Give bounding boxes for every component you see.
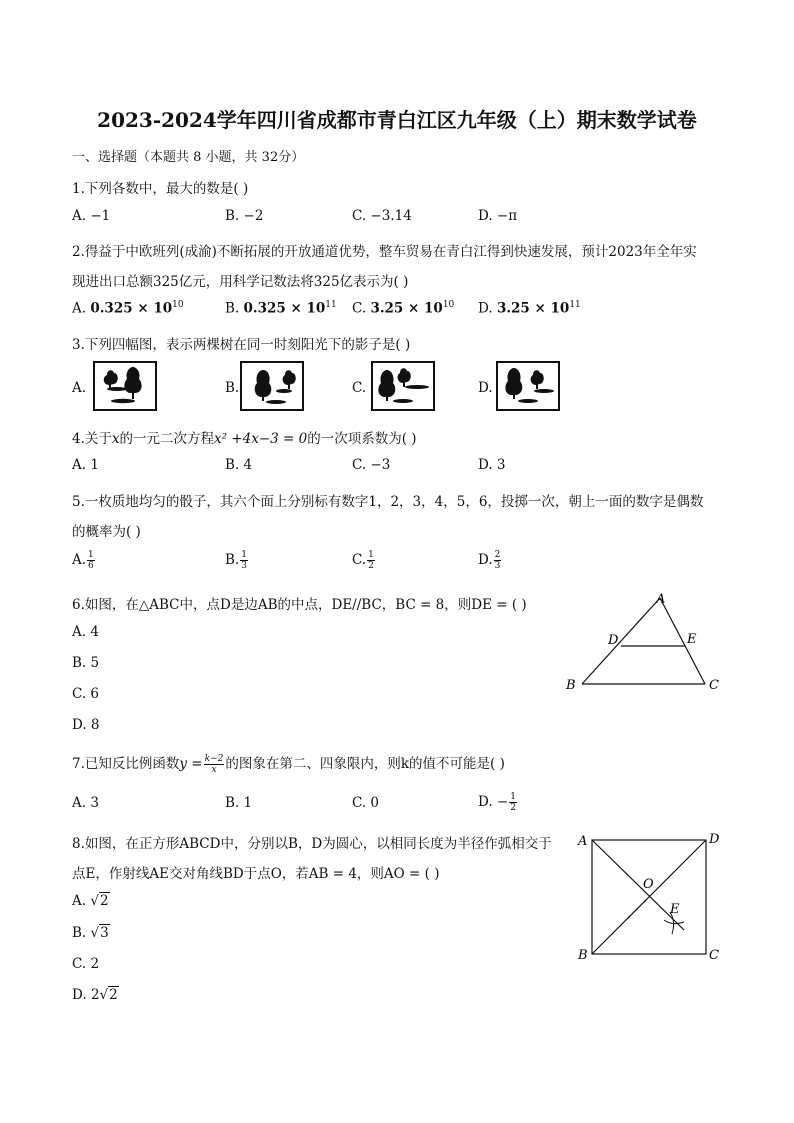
q8-option-d[interactable] [72, 987, 119, 1003]
denominator: 3 [494, 561, 501, 571]
label-e: E [687, 632, 697, 647]
option-mantissa: 0.325 × 10 [243, 300, 326, 317]
q5-option-d[interactable] [478, 550, 502, 571]
fraction [367, 550, 375, 571]
option-label: C. [352, 300, 367, 317]
stem-text: 的图象在第二、四象限内，则k的值不可能是( ) [225, 756, 505, 772]
q4-option-d[interactable]: D. 3 [478, 457, 506, 473]
option-label: A. [72, 300, 87, 317]
label-a: A [656, 592, 666, 607]
q4-option-c[interactable]: C. −3 [352, 457, 391, 473]
page-title: 2023-2024学年四川省成都市青白江区九年级（上）期末数学试卷 [97, 108, 697, 132]
option-label: A. [72, 893, 87, 909]
option-exponent: 11 [325, 300, 337, 310]
radicand: 3 [100, 925, 109, 941]
label-c: C [709, 948, 719, 963]
option-mantissa: 3.25 × 10 [370, 300, 443, 317]
question-6-stem: 6.如图，在△ABC中，点D是边AB的中点，DE//BC，BC = 8，则DE = ( ) [72, 597, 527, 613]
q3-option-d-image[interactable] [496, 361, 560, 411]
math-var: x [111, 431, 120, 447]
q3-option-a-image[interactable] [93, 361, 157, 411]
label-a: A [578, 834, 588, 849]
numerator: 1 [368, 550, 374, 560]
label-b: B [578, 948, 588, 963]
sqrt-icon: √2 [90, 893, 109, 909]
option-label: D. [478, 552, 493, 568]
option-label: D. − [478, 794, 509, 810]
q6-option-d[interactable]: D. 8 [72, 717, 100, 733]
q8-option-a[interactable] [72, 893, 110, 909]
option-label: C. [72, 956, 87, 972]
option-label: B. [225, 552, 240, 568]
q2-option-b[interactable] [225, 300, 337, 317]
math-var: y = [179, 756, 203, 772]
option-label: A. [72, 552, 87, 568]
q7-option-c[interactable]: C. 0 [352, 795, 380, 811]
q6-option-c[interactable]: C. 6 [72, 686, 100, 702]
option-exponent: 10 [172, 300, 184, 310]
label-b: B [566, 678, 576, 693]
question-5-line-1: 5.一枚质地均匀的骰子，其六个面上分别标有数字1，2，3，4，5，6，投掷一次，朝上一面的数字是偶数 [72, 494, 704, 510]
square-figure [572, 826, 732, 966]
q6-option-b[interactable]: B. 5 [72, 655, 100, 671]
q6-option-a[interactable]: A. 4 [72, 624, 99, 640]
denominator: 3 [241, 561, 247, 571]
denominator: 6 [88, 561, 94, 571]
numerator: 1 [88, 550, 94, 560]
q3-option-d-label[interactable]: D. [478, 380, 493, 396]
question-3-stem: 3.下列四幅图，表示两棵树在同一时刻阳光下的影子是( ) [72, 337, 411, 353]
q4-option-b[interactable]: B. 4 [225, 457, 253, 473]
numerator: k−2 [204, 754, 224, 764]
trees-shadow-icon [373, 363, 433, 409]
q7-option-b[interactable]: B. 1 [225, 795, 253, 811]
numerator: 1 [510, 792, 516, 802]
option-label: C. [352, 552, 367, 568]
q8-option-b[interactable] [72, 925, 110, 941]
label-d: D [608, 633, 619, 648]
q7-option-d[interactable] [478, 792, 518, 813]
question-5-line-2: 的概率为( ) [72, 524, 141, 540]
question-4-stem [72, 427, 417, 447]
q3-option-c-image[interactable] [371, 361, 435, 411]
question-8-line-1: 8.如图，在正方形ABCD中，分别以B，D为圆心，以相同长度为半径作弧相交于 [72, 836, 552, 852]
option-exponent: 11 [569, 300, 581, 310]
trees-shadow-icon [498, 363, 558, 409]
q7-option-a[interactable]: A. 3 [72, 795, 99, 811]
q3-option-b-image[interactable] [240, 361, 304, 411]
q1-option-c[interactable]: C. −3.14 [352, 208, 412, 224]
sqrt-icon: √2 [99, 987, 118, 1003]
stem-text: 的一元二次方程 [119, 431, 215, 447]
denominator: 2 [368, 561, 374, 571]
trees-shadow-icon [95, 363, 155, 409]
denominator: 2 [510, 803, 516, 813]
question-2-line-2: 现进出口总额325亿元，用科学记数法将325亿表示为( ) [72, 274, 409, 290]
triangle-figure [560, 588, 730, 694]
fraction [509, 792, 517, 813]
label-o: O [643, 877, 654, 892]
stem-text: 7.已知反比例函数 [72, 756, 180, 772]
numerator: 1 [241, 550, 247, 560]
label-e: E [670, 902, 680, 917]
trees-shadow-icon [242, 363, 302, 409]
question-7-stem [72, 752, 505, 775]
sqrt-icon: √3 [90, 925, 109, 941]
question-8-line-2: 点E，作射线AE交对角线BD于点O，若AB = 4，则AO = ( ) [72, 866, 440, 882]
option-label: B. [225, 300, 240, 317]
option-exponent: 10 [442, 300, 455, 310]
equation: x² +4x−3 = 0 [214, 431, 308, 447]
q5-option-b[interactable] [225, 550, 249, 571]
question-1-stem: 1.下列各数中，最大的数是( ) [72, 181, 249, 197]
denominator: x [211, 765, 217, 775]
label-d: D [709, 832, 720, 847]
q2-option-c[interactable] [352, 300, 454, 317]
option-label: B. [72, 925, 87, 941]
q3-option-b-label[interactable]: B. [225, 380, 240, 396]
fraction [204, 754, 225, 775]
q4-option-a[interactable]: A. 1 [72, 457, 99, 473]
radicand: 2 [109, 987, 118, 1003]
option-label: D. [478, 300, 493, 317]
option-coefficient: 2 [90, 956, 100, 972]
q2-option-a[interactable] [72, 300, 184, 317]
stem-text: 的一次项系数为( ) [307, 431, 417, 447]
radicand: 2 [99, 893, 109, 909]
q5-option-c[interactable] [352, 550, 376, 571]
q1-option-d[interactable]: D. −π [478, 208, 518, 224]
fraction [494, 550, 502, 571]
numerator: 2 [494, 550, 501, 560]
q3-option-c-label[interactable]: C. [352, 380, 367, 396]
q1-option-a[interactable]: A. −1 [72, 208, 111, 224]
option-label: D. [72, 987, 87, 1003]
option-coefficient: 2 [90, 987, 100, 1003]
option-mantissa: 3.25 × 10 [496, 300, 570, 317]
question-2-line-1: 2.得益于中欧班列(成渝)不断拓展的开放通道优势，整车贸易在青白江得到快速发展，预计2023年全年实 [72, 244, 697, 260]
q1-option-b[interactable]: B. −2 [225, 208, 264, 224]
q5-option-a[interactable] [72, 550, 96, 571]
q8-option-c[interactable] [72, 956, 99, 972]
label-c: C [709, 678, 719, 693]
option-mantissa: 0.325 × 10 [90, 300, 173, 317]
fraction [240, 550, 248, 571]
q3-option-a-label[interactable]: A. [72, 380, 87, 396]
stem-text: 4.关于 [72, 431, 112, 447]
fraction [87, 550, 95, 571]
q2-option-d[interactable] [478, 300, 581, 317]
section-heading: 一、选择题（本题共 8 小题，共 32分） [72, 150, 305, 165]
